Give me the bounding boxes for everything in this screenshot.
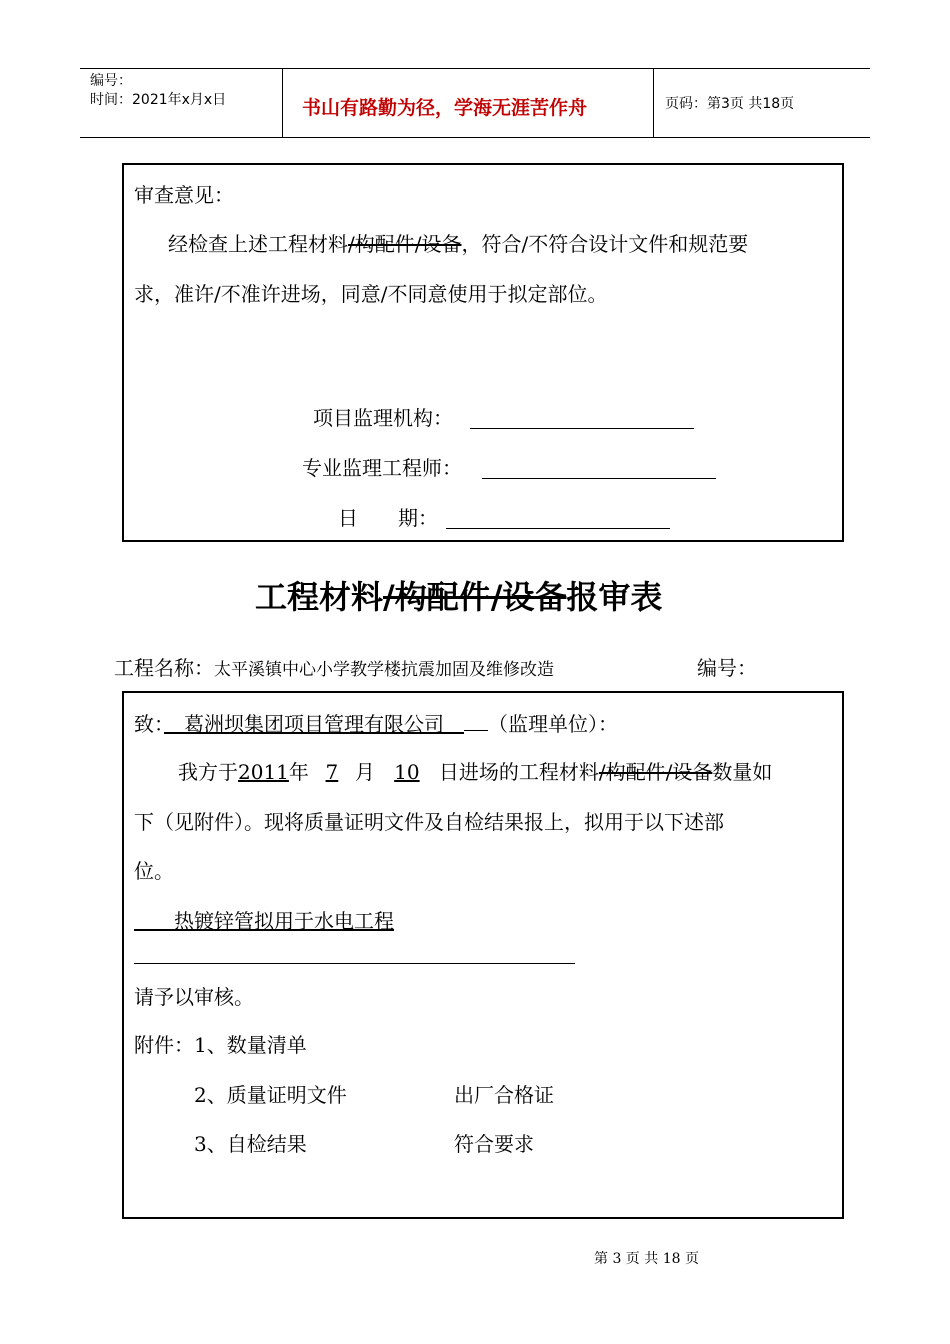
entry-year: 2011 (238, 760, 289, 784)
attachment-2-value: 出厂合格证 (454, 1083, 554, 1107)
form-title: 工程材料/构配件/设备报审表 (255, 578, 663, 616)
entry-month: 7 (325, 760, 339, 784)
form-number-label: 编号： (697, 656, 757, 680)
supervision-engineer-label: 专业监理工程师： (302, 456, 462, 480)
submission-intro: 我方于2011年 7 月 10 日进场的工程材料/构配件/设备数量如 (178, 760, 773, 784)
review-line-1: 经检查上述工程材料/构配件/设备，符合/不符合设计文件和规范要 (168, 232, 749, 256)
submission-box (122, 691, 844, 1219)
header-time: 时间：2021年x月x日 (90, 92, 227, 108)
to-label: 致： (134, 712, 164, 736)
header-divider (653, 69, 654, 137)
project-name-label: 工程名称： (114, 656, 214, 680)
attachment-3-value: 符合要求 (454, 1132, 534, 1156)
header-page-info: 页码：第3页 共18页 (665, 96, 795, 112)
project-name-value: 太平溪镇中心小学教学楼抗震加固及维修改造 (214, 660, 554, 680)
page-footer: 第 3 页 共 18 页 (594, 1251, 699, 1267)
page-header (80, 68, 870, 138)
header-motto: 书山有路勤为径，学海无涯苦作舟 (302, 97, 588, 119)
attachment-2: 2、质量证明文件 (194, 1083, 347, 1107)
review-date-field[interactable] (446, 528, 670, 529)
header-code-label: 编号： (90, 73, 132, 89)
usage-description: 热镀锌管拟用于水电工程 (134, 909, 394, 933)
submission-line-3: 位。 (134, 859, 174, 883)
supervision-org-field[interactable] (470, 428, 694, 429)
header-divider (282, 69, 283, 137)
review-heading: 审查意见： (134, 183, 234, 207)
entry-day: 10 (394, 760, 420, 784)
submission-line-2: 下（见附件）。现将质量证明文件及自检结果报上，拟用于以下述部 (134, 810, 724, 834)
usage-extra-line[interactable] (134, 963, 575, 964)
addressee-row: 致： 葛洲坝集团项目管理有限公司 （监理单位）： (134, 712, 618, 736)
project-name-row (114, 656, 554, 682)
review-request: 请予以审核。 (134, 985, 254, 1009)
review-line-2: 求，准许/不准许进场，同意/不同意使用于拟定部位。 (134, 282, 608, 306)
supervision-engineer-field[interactable] (482, 478, 716, 479)
review-date-label: 日 期： (338, 506, 438, 530)
attachment-1: 附件：1、数量清单 (134, 1033, 307, 1057)
review-opinion-box (122, 163, 844, 542)
supervision-org-label: 项目监理机构： (313, 406, 453, 430)
supervisor-unit: 葛洲坝集团项目管理有限公司 (164, 712, 464, 736)
attachment-3: 3、自检结果 (194, 1132, 307, 1156)
